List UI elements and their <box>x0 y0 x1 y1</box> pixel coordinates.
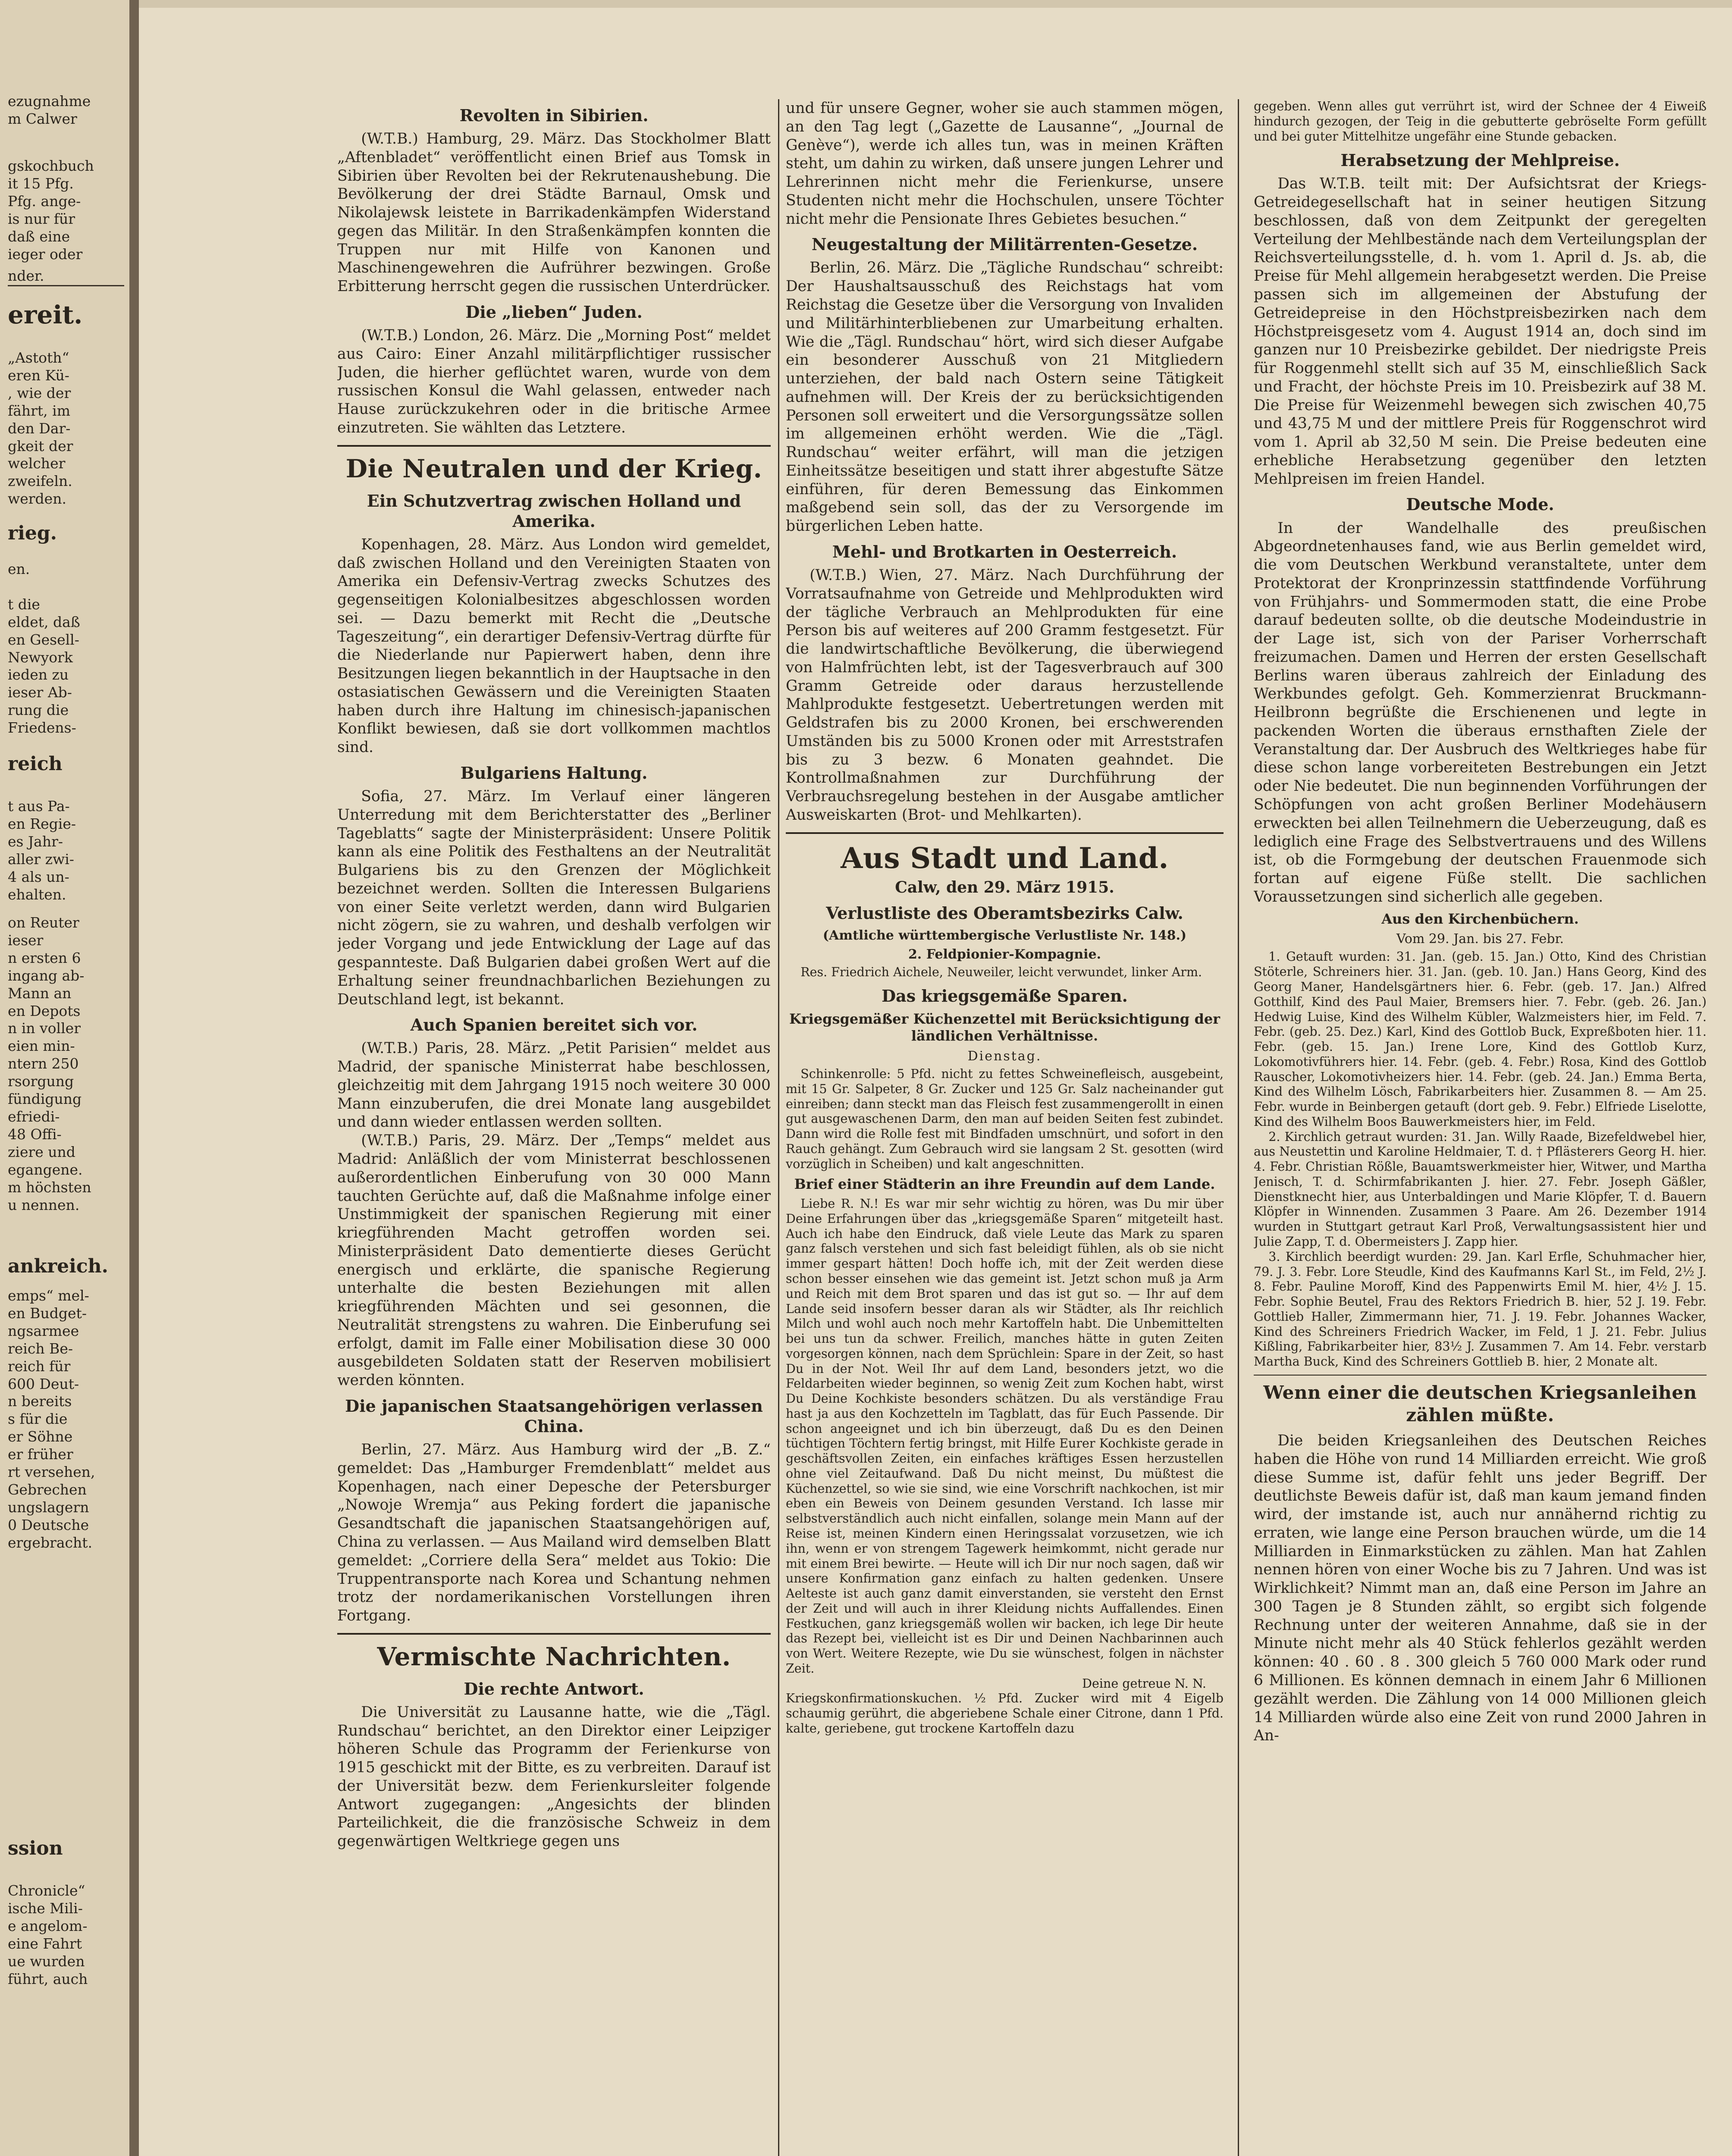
left-page-text-fragment <box>8 1837 124 1861</box>
fragment-line: efriedi- <box>8 1108 60 1125</box>
headline-schutzvertrag: Ein Schutzvertrag zwischen Holland und Amerika. <box>367 491 741 531</box>
fragment-line: ieden zu <box>8 666 69 683</box>
article-schutzvertrag: Kopenhagen, 28. März. Aus London wird gemeldet, daß zwischen Holland und den Vereinigten Staaten von Amerika ein Defensiv-Vertrag zwecks Schutzes des gegenseitigen Kolonialbesitzes abgeschlossen worden sei. — Dazu bemerkt mit Recht die „Deutsche Tageszeitung“, ein derartiger Defensiv-Vertrag dürfte für die Niederlande nur Papierwert haben, denn ihre Besitzungen liegen bekanntlich in der Hauptsache in den ostasiatischen Gewässern und die Vereinigten Staaten haben durch ihre Haltung im chinesisch-japanischen Konflikt bewiesen, daß sie dort vollkommen machtlos sind. <box>337 536 771 756</box>
fragment-line: ieger oder <box>8 245 83 263</box>
kirchenbuecher-getraut: 2. Kirchlich getraut wurden: 31. Jan. Willy Raade, Bizefeldwebel hier, aus Neustettin und Karoline Heldmaier, T. d. † Pflästerers Georg H. hier. 4. Febr. Christian Rößle, Bauamtswerkmeister hier, Witwer, und Martha Jenisch, T. d. Schirmfabrikanten J. hier. 27. Febr. Joseph Gäßler, Dienstknecht hier, aus Unterbaldingen und Marie Klöpfer, T. d. Bauern Klöpfer in Winnenden. Zusammen 3 Paare. Am 26. Dezember 1914 wurden in Stuttgart getraut Karl Proß, Verwaltungsassistent hier und Julie Zapp, T. d. Obermeisters J. Zapp hier. <box>1254 1129 1707 1249</box>
fragment-line: Chronicle“ <box>8 1882 85 1899</box>
fragment-line: it 15 Pfg. <box>8 175 74 192</box>
left-page-text-fragment <box>8 914 124 1214</box>
fragment-line: en Budget- <box>8 1304 87 1322</box>
headline-spanien: Auch Spanien bereitet sich vor. <box>410 1015 698 1035</box>
letter-signature: Deine getreue N. N. <box>1082 1676 1206 1691</box>
main-page <box>139 0 1732 2156</box>
left-page-text-fragment <box>8 1255 124 1279</box>
fragment-line: on Reuter <box>8 914 79 931</box>
verlustliste-entry: Res. Friedrich Aichele, Neuweiler, leicht verwundet, linker Arm. <box>800 965 1202 979</box>
verlustliste-kompagnie: 2. Feldpionier-Kompagnie. <box>908 946 1101 962</box>
fragment-line: gkeit der <box>8 437 73 454</box>
fragment-line: aller zwi- <box>8 850 74 868</box>
fragment-line: rsorgung <box>8 1073 74 1090</box>
fragment-line: Gebrechen <box>8 1481 87 1498</box>
fragment-line: reich <box>8 753 63 775</box>
recipe-continued: gegeben. Wenn alles gut verrührt ist, wird der Schnee der 4 Eiweiß hindurch gezogen, der Teig in die gebutterte gebröselte Form gefüllt und bei guter Mittelhitze ungefähr eine Stunde gebacken. <box>1254 99 1707 144</box>
fragment-line: emps“ mel- <box>8 1287 89 1304</box>
article-spanien-2: (W.T.B.) Paris, 29. März. Der „Temps“ meldet aus Madrid: Anläßlich der vom Ministerrat beschlossenen außerordentlichen Einberufung von 30 000 Mann tauchten Gerüchte auf, daß die Maßnahme infolge einer Unstimmigkeit der spanischen Regierung mit einer kriegführenden Macht getroffen worden sei. Ministerpräsident Dato dementierte dieses Gerücht energisch und erklärte, die spanische Regierung unterhalte die besten Beziehungen mit allen kriegführenden Mächten und sei gesonnen, die Neutralität strengstens zu wahren. Die Einberufung sei erfolgt, damit im Falle einer Mobilisation diese 30 000 ausgebildeten Soldaten statt der Reserven mobilisiert werden könnten. <box>337 1132 771 1389</box>
fragment-line: Friedens- <box>8 719 76 736</box>
section-rule <box>1254 1375 1707 1376</box>
fragment-line: gskochbuch <box>8 157 94 174</box>
left-page-text-fragment <box>8 561 124 737</box>
fragment-line: en. <box>8 561 30 577</box>
article-mehlkarten: (W.T.B.) Wien, 27. März. Nach Durchführung der Vorratsaufnahme von Getreide und Mehlprodukten wird der tägliche Verbrauch an Mehlprodukten für eine Person bis auf weiteres auf 200 Gramm festgesetzt. Für die landwirtschaftliche Bevölkerung, die überwiegend von Halmfrüchten lebt, ist der Tagesverbrauch auf 300 Gramm Getreide oder daraus herzustellende Mahlprodukte festgesetzt. Uebertretungen werden mit Geldstrafen bis zu 2000 Kronen, bei erschwerenden Umständen bis zu 5000 Kronen oder mit Arreststrafen bis zu 3 bezw. 6 Monaten geahndet. Die Kontrollmaßnahmen zur Durchführung der Verbrauchsregelung bestehen in der Ausgabe amtlicher Ausweiskarten (Brot- und Mehlkarten). <box>786 567 1224 824</box>
fragment-line: fündigung <box>8 1091 82 1108</box>
column-divider <box>1238 99 1239 2156</box>
left-page-text-fragment <box>8 157 124 263</box>
fragment-line: er früher <box>8 1446 73 1463</box>
headline-militaerrenten: Neugestaltung der Militärrenten-Gesetze. <box>811 235 1198 254</box>
article-bulgarien: Sofia, 27. März. Im Verlauf einer längeren Unterredung mit dem Berichterstatter des „Berliner Tageblatts“ sagte der Ministerpräsident: Unsere Politik kann als eine Politik des Festhaltens an der Neutralität Bulgariens bis zu den Grenzen der Möglichkeit bezeichnet werden. Sollten die Interessen Bulgariens von einer Seite verletzt werden, dann wird Bulgarien nicht zögern, sie zu wahren, und deshalb verfolgen wir jeder Vorgang und jede Entwicklung der Lage auf das gespannteste. Daß Bulgarien dabei großen Wert auf die Erhaltung seiner freundnachbarlichen Beziehungen zu Deutschland legt, ist bekannt. <box>337 788 771 1008</box>
dateline: Calw, den 29. März 1915. <box>895 878 1114 896</box>
fragment-line: s für die <box>8 1410 68 1428</box>
fragment-line: rieg. <box>8 522 57 544</box>
fragment-line: 4 als un- <box>8 868 69 885</box>
fragment-line: ssion <box>8 1837 63 1859</box>
fragment-line: ingang ab- <box>8 967 85 984</box>
left-page-text-fragment <box>8 752 124 776</box>
fragment-line: n in voller <box>8 1020 81 1037</box>
left-page-text-fragment <box>8 798 124 903</box>
page-top-edge <box>139 0 1732 8</box>
left-page-text-fragment <box>8 300 124 331</box>
fragment-line: m höchsten <box>8 1178 91 1196</box>
fragment-line: e angelom- <box>8 1917 88 1934</box>
fragment-line: n ersten 6 <box>8 949 81 966</box>
fragment-line: is nur für <box>8 210 75 227</box>
fragment-line: t die <box>8 595 40 613</box>
article-kriegsanleihen: Die beiden Kriegsanleihen des Deutschen Reiches haben die Höhe von rund 14 Milliarden erreicht. Wie groß diese Summe ist, dafür fehlt uns jeder Begriff. Der deutlichste Beweis dafür ist, daß man kaum jemand finden wird, der imstande ist, auch nur annähernd richtig zu erraten, wie lange eine Person brauchen würde, um die 14 Milliarden in Einmarkstücken zu zählen. Man hat Zahlen nennen hören von einer Woche bis zu 7 Jahren. Und was ist Wirklichkeit? Nimmt man an, daß eine Person im Jahre an 300 Tagen je 8 Stunden zählt, so ergibt sich folgende Rechnung unter der weiteren Annahme, daß sie in der Minute nicht mehr als 40 Stück fehlerlos gezählt werden können: 40 . 60 . 8 . 300 gleich 5 760 000 Mark oder rund 6 Millionen. Es können demnach in einem Jahr 6 Millionen gezählt werden. Die Zählung von 14 000 Millionen gleich 14 Milliarden würde also eine Zeit von rund 2000 Jahren in An- <box>1254 1432 1707 1745</box>
fragment-line: u nennen. <box>8 1196 80 1213</box>
fragment-line: eren Kü- <box>8 367 69 384</box>
fragment-line: fährt, im <box>8 402 71 419</box>
fragment-line <box>8 578 124 596</box>
verlustliste-subtitle: (Amtliche württembergische Verlustliste Nr. 148.) <box>822 928 1187 943</box>
fragment-line: en Regie- <box>8 815 76 832</box>
fragment-line: ergebracht. <box>8 1534 93 1551</box>
page-gutter <box>129 0 139 2156</box>
fragment-line: Newyork <box>8 649 73 666</box>
headline-kirchenbuecher: Aus den Kirchenbüchern. <box>1381 910 1579 927</box>
fragment-line: er Söhne <box>8 1428 73 1445</box>
column-2 <box>786 99 1224 2156</box>
fragment-line: eldet, daß <box>8 613 80 630</box>
fragment-line: ntern 250 <box>8 1055 79 1072</box>
fragment-line: ezugnahme <box>8 93 91 110</box>
headline-stadt-land: Aus Stadt und Land. <box>841 841 1169 875</box>
kirchenbuecher-getauft: 1. Getauft wurden: 31. Jan. (geb. 15. Jan.) Otto, Kind des Christian Stöterle, Schreiners hier. 31. Jan. (geb. 10. Jan.) Hans Georg, Kind des Georg Maner, Handelsgärtners hier. 6. Febr. (geb. 17. Jan.) Alfred Gotthilf, Kind des Paul Maier, Bremsers hier. 7. Febr. (geb. 26. Jan.) Hedwig Luise, Kind des Wilhelm Kübler, Walzmeisters hier, im Feld. 7. Febr. (geb. 25. Dez.) Karl, Kind des Gottlob Buck, Expreßboten hier. 11. Febr. (geb. 15. Jan.) Irene Lore, Kind des Gottlob Kurz, Lokomotivführers hier. 14. Febr. (geb. 4. Febr.) Rosa, Kind des Gottlob Rauscher, Lokomotivheizers hier. 14. Febr. (geb. 24. Jan.) Emma Berta, Kind des Wilhelm Lösch, Fabrikarbeiters hier. Zusammen 8. — Am 25. Febr. wurde in Beinbergen getauft (dort geb. 9. Febr.) Elfriede Liselotte, Kind des Wilhelm Boos Bauwerkmeisters hier, im Feld. <box>1254 950 1707 1129</box>
section-rule <box>786 832 1224 834</box>
headline-brief: Brief einer Städterin an ihre Freundin auf dem Lande. <box>794 1176 1215 1193</box>
weekday-label: Dienstag. <box>967 1048 1042 1064</box>
headline-bulgarien: Bulgariens Haltung. <box>460 763 648 783</box>
article-juden: (W.T.B.) London, 26. März. Die „Morning Post“ meldet aus Cairo: Einer Anzahl militärpflichtiger russischer Juden, die hierher geflüchtet waren, wurde von dem russischen Konsul die Wahl gelassen, entweder nach Hause zurückzukehren oder in die britische Armee einzutreten. Sie wählten das Letztere. <box>337 327 771 436</box>
fragment-line: führt, auch <box>8 1970 88 1987</box>
fragment-line: ehalten. <box>8 886 66 903</box>
fragment-line: 600 Deut- <box>8 1375 79 1392</box>
fragment-line: den Dar- <box>8 420 71 437</box>
fragment-line: reich Be- <box>8 1340 73 1357</box>
headline-kriegsanleihen: Wenn einer die deutschen Kriegsanleihen zählen müßte. <box>1263 1382 1697 1426</box>
fragment-line: rt versehen, <box>8 1463 95 1481</box>
article-militaerrenten: Berlin, 26. März. Die „Tägliche Rundschau“ schreibt: Der Haushaltsausschuß des Reichstags hat vom Reichstag die Gesetze über die Versorgung von Invaliden und Militärhinterbliebenen zur Umarbeitung erhalten. Wie die „Tägl. Rundschau“ hört, wird sich dieser Aufgabe ein besonderer Ausschuß von 21 Mitgliedern unterziehen, der bald nach Ostern seine Tätigkeit aufnehmen will. Der Kreis der zu berücksichtigenden Personen soll erweitert und die Versorgungssätze sollen im allgemeinen erhöht werden. Wie die „Tägl. Rundschau“ weiter erfährt, will man die jetzigen Einheitssätze beseitigen und statt ihrer abgestufte Sätze einführen, für deren Bemessung das Einkommen maßgebend sein soll, das der zu Versorgende im bürgerlichen Leben hatte. <box>786 259 1224 535</box>
fragment-line: 0 Deutsche <box>8 1516 89 1533</box>
fragment-line: reich für <box>8 1357 71 1375</box>
fragment-line: en Depots <box>8 1002 81 1019</box>
left-page-text-fragment <box>8 267 124 286</box>
article-japan: Berlin, 27. März. Aus Hamburg wird der „B. Z.“ gemeldet: Das „Hamburger Fremdenblatt“ meldet aus Kopenhagen, nach einer Depesche der Petersburger „Nowoje Wremja“ aus Peking fordert die japanische Gesandtschaft die japanischen Staatsangehörigen auf, China zu verlassen. — Aus Mailand wird demselben Blatt gemeldet: „Corriere della Sera“ meldet aus Tokio: Die Truppentransporte nach Korea und Schantung nehmen trotz der nordamerikanischen Vorstellungen ihren Fortgang. <box>337 1441 771 1625</box>
column-3 <box>1254 99 1707 2156</box>
fragment-line: m Calwer <box>8 110 77 127</box>
headline-kuechenzettel: Kriegsgemäßer Küchenzettel mit Berücksichtigung der ländlichen Verhältnisse. <box>789 1010 1221 1044</box>
article-spanien-1: (W.T.B.) Paris, 28. März. „Petit Parisien“ meldet aus Madrid, der spanische Ministerrat habe beschlossen, gleichzeitig mit dem Jahrgang 1915 noch weitere 30 000 Mann einzuberufen, die drei Monate lang ausgebildet und dann wieder entlassen werden sollten. <box>337 1040 771 1131</box>
headline-japan: Die japanischen Staatsangehörigen verlassen China. <box>345 1396 763 1436</box>
column-1 <box>337 99 771 2156</box>
headline-mode: Deutsche Mode. <box>1406 495 1554 514</box>
fragment-line: ungslagern <box>8 1498 89 1516</box>
fragment-line: ieser Ab- <box>8 684 72 701</box>
headline-revolten: Revolten in Sibirien. <box>459 106 649 125</box>
fragment-line: t aus Pa- <box>8 798 70 815</box>
headline-juden: Die „lieben“ Juden. <box>465 302 643 322</box>
fragment-line: ieser <box>8 931 44 949</box>
left-page-text-fragment <box>8 1882 124 1988</box>
kirchenbuecher-period: Vom 29. Jan. bis 27. Febr. <box>1396 931 1564 947</box>
left-page-text-fragment <box>8 522 124 545</box>
fragment-line: ische Mili- <box>8 1899 83 1917</box>
headline-mehlpreise: Herabsetzung der Mehlpreise. <box>1340 150 1620 170</box>
fragment-line: rung die <box>8 702 69 719</box>
fragment-line: egangene. <box>8 1161 83 1178</box>
article-mehlpreise: Das W.T.B. teilt mit: Der Aufsichtsrat der Kriegs-Getreidegesellschaft hat in seiner heutigen Sitzung beschlossen, daß von dem Zeitpunkt der geregelten Verteilung der Mehlbestände nach dem Verteilungsplan der Reichsverteilungsstelle, d. h. vom 1. April d. Js. ab, die Preise für Mehl allgemein herabgesetzt werden. Die Preise passen sich im allgemeinen der Abstufung der Getreidepreise in den Höchstpreisbezirken nach dem Höchstpreisgesetz vom 4. August 1914 an, doch sind im ganzen nur 10 Preisbezirke gebildet. Der niedrigste Preis für Roggenmehl stellt sich auf 35 M, einschließlich Sack und Fracht, der höchste Preis im 10. Preisbezirk auf 38 M. Die Preise für Weizenmehl bewegen sich zwischen 40,75 und 43,75 M und der mittlere Preis für Roggenschrot wird vom 1. April ab 32,50 M sein. Die Preise bedeuten eine erhebliche Herabsetzung gegenüber den letzten Mehlpreisen im freien Handel. <box>1254 175 1707 488</box>
left-page-text-fragment <box>8 349 124 508</box>
fragment-line: werden. <box>8 490 66 508</box>
left-page-text-fragment <box>8 1287 124 1552</box>
fragment-line: es Jahr- <box>8 833 63 850</box>
article-revolten: (W.T.B.) Hamburg, 29. März. Das Stockholmer Blatt „Aftenbladet“ veröffentlicht einen Brief aus Tomsk in Sibirien über Revolten bei der Rekrutenaushebung. Die Bevölkerung der drei Städte Barnaul, Omsk und Nikolajewsk leistete in Barrikadenkämpfen Widerstand gegen das Militär. In den Straßenkämpfen konnten die Truppen nur mit Hilfe von Kanonen und Maschinengewehren die Aufrührer bezwingen. Große Erbitterung herrscht gegen die russischen Unterdrücker. <box>337 130 771 295</box>
fragment-line: eine Fahrt <box>8 1935 82 1952</box>
fragment-line: eien min- <box>8 1037 75 1055</box>
headline-neutralen: Die Neutralen und der Krieg. <box>345 454 762 483</box>
fragment-line: ziere und <box>8 1143 75 1160</box>
fragment-line: 48 Offi- <box>8 1125 62 1143</box>
headline-verlustliste: Verlustliste des Oberamtsbezirks Calw. <box>826 903 1183 923</box>
article-antwort: Die Universität zu Lausanne hatte, wie die „Tägl. Rundschau“ berichtet, an den Direktor einer Leipziger höheren Schule das Programm der Ferienkurse von 1915 geschickt mit der Bitte, es zu verbreiten. Darauf ist der Universität bezw. dem Ferienkursleiter folgende Antwort zugegangen: „Angesichts der blinden Parteilichkeit, die die französische Schweiz in dem gegenwärtigen Weltkriege gegen uns <box>337 1703 771 1850</box>
left-page-text-fragment <box>8 93 124 128</box>
kirchenbuecher-beerdigt: 3. Kirchlich beerdigt wurden: 29. Jan. Karl Erfle, Schuhmacher hier, 79. J. 3. Febr. Lore Steudle, Kind des Kaufmanns Karl St., im Feld, 2½ J. 8. Febr. Pauline Moroff, Kind des Pappenwirts Emil M. hier, 4½ J. 15. Febr. Sophie Beutel, Frau des Rektors Friedrich B. hier, 52 J. 19. Febr. Gottlieb Haller, Zimmermann hier, 71. J. 19. Febr. Johannes Wacker, Kind des Schreiners Friedrich Wacker, im Feld, 1 J. 21. Febr. Julius Kißling, Fabrikarbeiter hier, 83½ J. Zusammen 7. Am 14. Febr. verstarb Martha Buck, Kind des Schreiners Gottlieb B. hier, 2 Monate alt. <box>1254 1249 1707 1369</box>
fragment-line: zweifeln. <box>8 473 72 490</box>
fragment-line: daß eine <box>8 228 70 245</box>
fragment-line: ankreich. <box>8 1255 108 1277</box>
fragment-line: nder. <box>8 267 44 284</box>
fragment-line: en Gesell- <box>8 631 79 648</box>
fragment-line: welcher <box>8 455 66 472</box>
headline-sparen: Das kriegsgemäße Sparen. <box>882 986 1128 1006</box>
article-mode: In der Wandelhalle des preußischen Abgeordnetenhauses fand, wie aus Berlin gemeldet wird, die vom Deutschen Werkbund veranstaltete, unter dem Protektorat der Kronprinzessin stattfindende Vorführung von Frühjahrs- und Sommermoden statt, die eine Probe darauf bedeuten sollte, ob die deutsche Modeindustrie in der Lage ist, sich von der Pariser Vorherrschaft freizumachen. Damen und Herren der ersten Gesellschaft Berlins waren überaus zahlreich der Einladung des Werkbundes gefolgt. Geh. Kommerzienrat Bruckmann-Heilbronn begrüßte die Erschienenen und legte in packenden Worten die überaus ernsthaften Ziele der Veranstaltung dar. Der Ausbruch des Weltkrieges habe für diese schon lange vorbereiteten Bestrebungen ein Jetzt oder Nie bedeutet. Die nun beginnenden Vorführungen der Schöpfungen von acht großen Berliner Modehäusern erweckten bei allen Teilnehmern die Ueberzeugung, daß es lediglich eine Frage des Selbstvertrauens und des Willens ist, ob die Formgebung der deutschen Frauenmode sich fortan auf eigene Füße stellt. Die sachlichen Voraussetzungen sind sicherlich alle gegeben. <box>1254 519 1707 906</box>
headline-antwort: Die rechte Antwort. <box>464 1679 644 1698</box>
fragment-line: n bereits <box>8 1393 72 1410</box>
fragment-line: Pfg. ange- <box>8 192 81 210</box>
fragment-line: ereit. <box>8 300 83 329</box>
recipe-schinkenrolle: Schinkenrolle: 5 Pfd. nicht zu fettes Schweinefleisch, ausgebeint, mit 15 Gr. Salpeter, 8 Gr. Zucker und 125 Gr. Salz nacheinander gut einreiben; dann steckt man das Fleisch fest zusammengerollt in einen gut ausgewaschenen Darm, den man auf beiden Seiten fest zubindet. Dann wird die Rolle fest mit Bindfaden umschnürt, und sofort in den Rauch gehängt. Zum Gebrauch wird sie langsam 2 St. gesotten (wird vorzüglich in Scheiben) und kalt angeschnitten. <box>786 1067 1224 1171</box>
column-divider <box>778 99 779 2156</box>
headline-vermischte: Vermischte Nachrichten. <box>377 1642 731 1671</box>
article-antwort-continued: und für unsere Gegner, woher sie auch stammen mögen, an den Tag legt („Gazette de Lausanne“, „Journal de Genève“), werde ich alles tun, was in meinen Kräften steht, um dahin zu wirken, daß unsere jungen Lehrer und Lehrerinnen nicht mehr die Ferienkurse, unsere Studenten nicht mehr die Hochschulen, unsere Töchter nicht mehr die Pensionate Ihres Gebietes besuchen.“ <box>786 100 1224 228</box>
headline-mehlkarten: Mehl- und Brotkarten in Oesterreich. <box>832 542 1177 561</box>
fragment-line: „Astoth“ <box>8 349 69 366</box>
recipe-konfirmationskuchen: Kriegskonfirmationskuchen. ½ Pfd. Zucker wird mit 4 Eigelb schaumig gerührt, die abgeriebene Schale einer Citrone, dann 1 Pfd. kalte, geriebene, gut trockene Kartoffeln dazu <box>786 1691 1224 1736</box>
article-brief: Liebe R. N.! Es war mir sehr wichtig zu hören, was Du mir über Deine Erfahrungen über das „kriegsgemäße Sparen“ mitgeteilt hast. Auch ich habe den Eindruck, daß viele Leute das Mark zu sparen ganz falsch verstehen und sich fast beleidigt fühlen, als ob sie nicht immer gespart hätten! Doch hoffe ich, mit der Zeit werden diese schon besser einsehen wie das gemeint ist. Jetzt schon muß ja Arm und Reich mit dem Brot sparen und das ist gut so. — Ihr auf dem Lande seid insofern besser daran als wir Städter, als Ihr reichlich Milch und wohl auch noch mehr Kartoffeln habt. Die Unbemittelten bei uns tun da schwer. Freilich, manches hätte in guten Zeiten vorgesorgen können, nach dem Sprüchlein: Spare in der Zeit, so hast Du in der Not. Weil Ihr auf dem Land, besonders jetzt, wo die Feldarbeiten wieder beginnen, so wenig Zeit zum Kochen habt, wirst Du Deine Kochkiste besonders schätzen. Du als verständige Frau hast ja aus den Kochzetteln im Tagblatt, das für Euch Passende. Dir schon angeeignet und ich bin überzeugt, daß Du es den Deinen tüchtigen Töchtern fertig bringst, mit Hilfe Eurer Kochkiste gerade in geschäftsvollen Zeiten, ein einfaches kräftiges Essen herzustellen ohne viel Zeitaufwand. Daß Du nicht meinst, Du müßtest die Küchenzettel, so wie sie sind, wie eine Vorschrift nachkochen, ist mir eben ein Beweis von Deinem gesunden Verstand. Ich lasse mir selbstverständlich auch nicht einfallen, solange mein Mann auf der Reise ist, meinen Kindern einen Heringssalat vorzusetzen, wie ich ihn, wenn er von strengem Tagewerk heimkommt, nicht gerade nur mit einem Brei bewirte. — Heute will ich Dir nur noch sagen, daß wir unsere Konfirmation ganz einfach zu halten gedenken. Unsere Aelteste ist auch ganz damit einverstanden, sie versteht den Ernst der Zeit und will auch in ihrer Kleidung nichts Auffallendes. Einen Festkuchen, ganz kriegsgemäß wollen wir backen, ich lege Dir heute das Rezept bei, vielleicht ist es Dir und Deinen Nachbarinnen auch von Wert. Weitere Rezepte, wie Du sie wünschest, folgen in nächster Zeit. <box>786 1197 1224 1676</box>
section-rule <box>337 1633 771 1635</box>
fragment-line: Mann an <box>8 984 72 1002</box>
fragment-line: ngsarmee <box>8 1322 79 1339</box>
section-rule <box>337 445 771 447</box>
fragment-line: ue wurden <box>8 1952 85 1970</box>
left-page-fragment <box>0 0 132 2156</box>
fragment-line: , wie der <box>8 384 71 401</box>
